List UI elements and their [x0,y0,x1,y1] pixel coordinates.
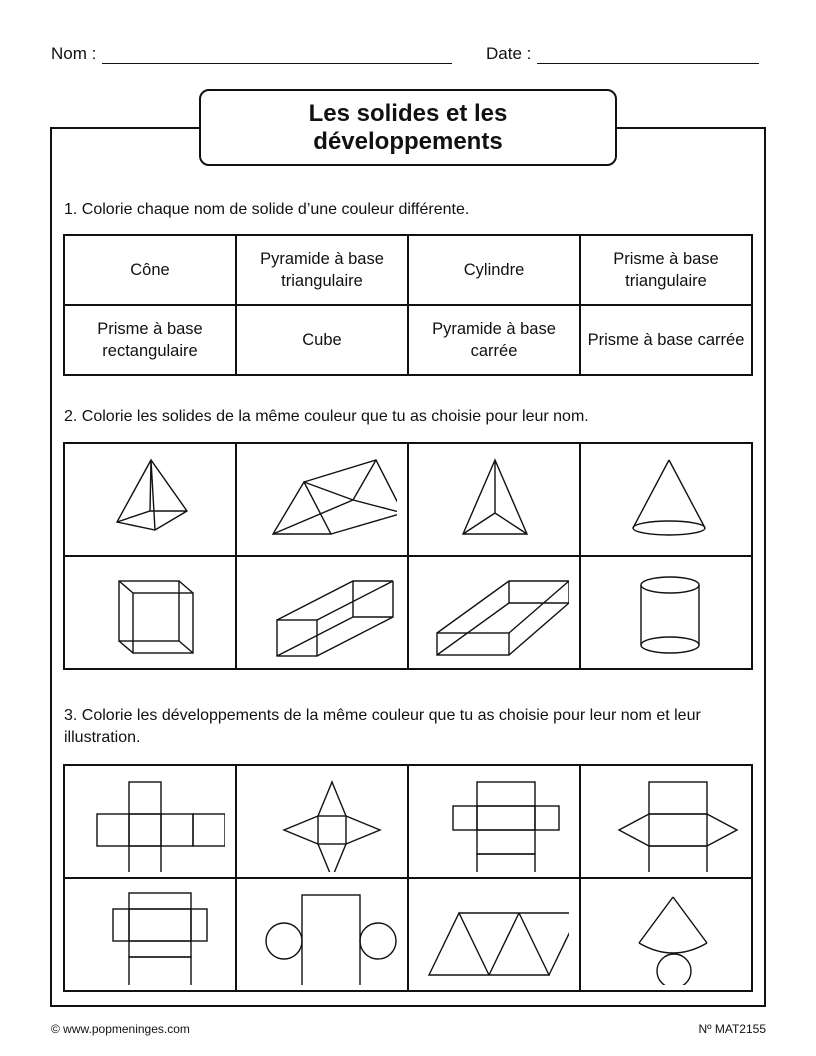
solid-cell[interactable] [408,443,580,556]
solid-cell[interactable] [64,443,236,556]
net-cell[interactable] [236,878,408,991]
name-cell-square-pyramid[interactable]: Pyramide à base carrée [408,305,580,375]
cone-net-icon [591,885,741,985]
cylinder-net-icon [247,885,397,985]
rectangular-prism-net-icon [75,885,225,985]
cube-icon [75,563,225,663]
date-field [486,44,759,64]
name-label: Nom : [51,44,97,63]
page-title: Les solides et les développements [308,99,508,155]
cylinder-icon [591,563,741,663]
name-cell-cylinder[interactable]: Cylindre [408,235,580,305]
solid-cell[interactable] [580,556,752,669]
triangular-pyramid-net-icon [419,885,569,985]
net-cell[interactable] [408,878,580,991]
net-cell[interactable] [580,765,752,878]
net-cell[interactable] [580,878,752,991]
name-cell-cube[interactable]: Cube [236,305,408,375]
name-cell-triangular-prism[interactable]: Prisme à base triangulaire [580,235,752,305]
triangular-prism-net-icon [591,772,741,872]
solid-cell[interactable] [64,556,236,669]
title-box [199,89,617,166]
triangular-prism-icon [247,450,397,550]
net-cell[interactable] [64,765,236,878]
cone-icon [591,450,741,550]
net-cell[interactable] [64,878,236,991]
name-cell-square-prism[interactable]: Prisme à base carrée [580,305,752,375]
name-cell-rectangular-prism[interactable]: Prisme à base rectangulaire [64,305,236,375]
solid-cell[interactable] [236,556,408,669]
name-field [51,44,452,64]
date-label: Date : [486,44,532,63]
solid-cell[interactable] [236,443,408,556]
triangular-pyramid-icon [419,450,569,550]
square-prism-net-icon [419,772,569,872]
solid-cell[interactable] [580,443,752,556]
name-cell-triangular-pyramid[interactable]: Pyramide à base triangulaire [236,235,408,305]
footer-code: Nº MAT2155 [698,1022,766,1036]
q2-instruction: 2. Colorie les solides de la même couleur que tu as choisie pour leur nom. [64,408,589,425]
footer-website: © www.popmeninges.com [51,1022,190,1036]
net-cell[interactable] [408,765,580,878]
rectangular-prism-icon [419,563,569,663]
solid-cell[interactable] [408,556,580,669]
name-cell-cone[interactable]: Cône [64,235,236,305]
nets-table [63,764,753,992]
q3-instruction: 3. Colorie les développements de la même couleur que tu as choisie pour leur nom et leur illustration. [64,707,701,746]
date-line[interactable] [537,63,759,64]
name-line[interactable] [102,63,452,64]
square-prism-icon [247,563,397,663]
square-pyramid-icon [75,450,225,550]
net-cell[interactable] [236,765,408,878]
names-table [63,234,753,376]
q1-instruction: 1. Colorie chaque nom de solide d’une couleur différente. [64,201,470,218]
cube-net-icon [75,772,225,872]
solids-table [63,442,753,670]
square-pyramid-net-icon [247,772,397,872]
